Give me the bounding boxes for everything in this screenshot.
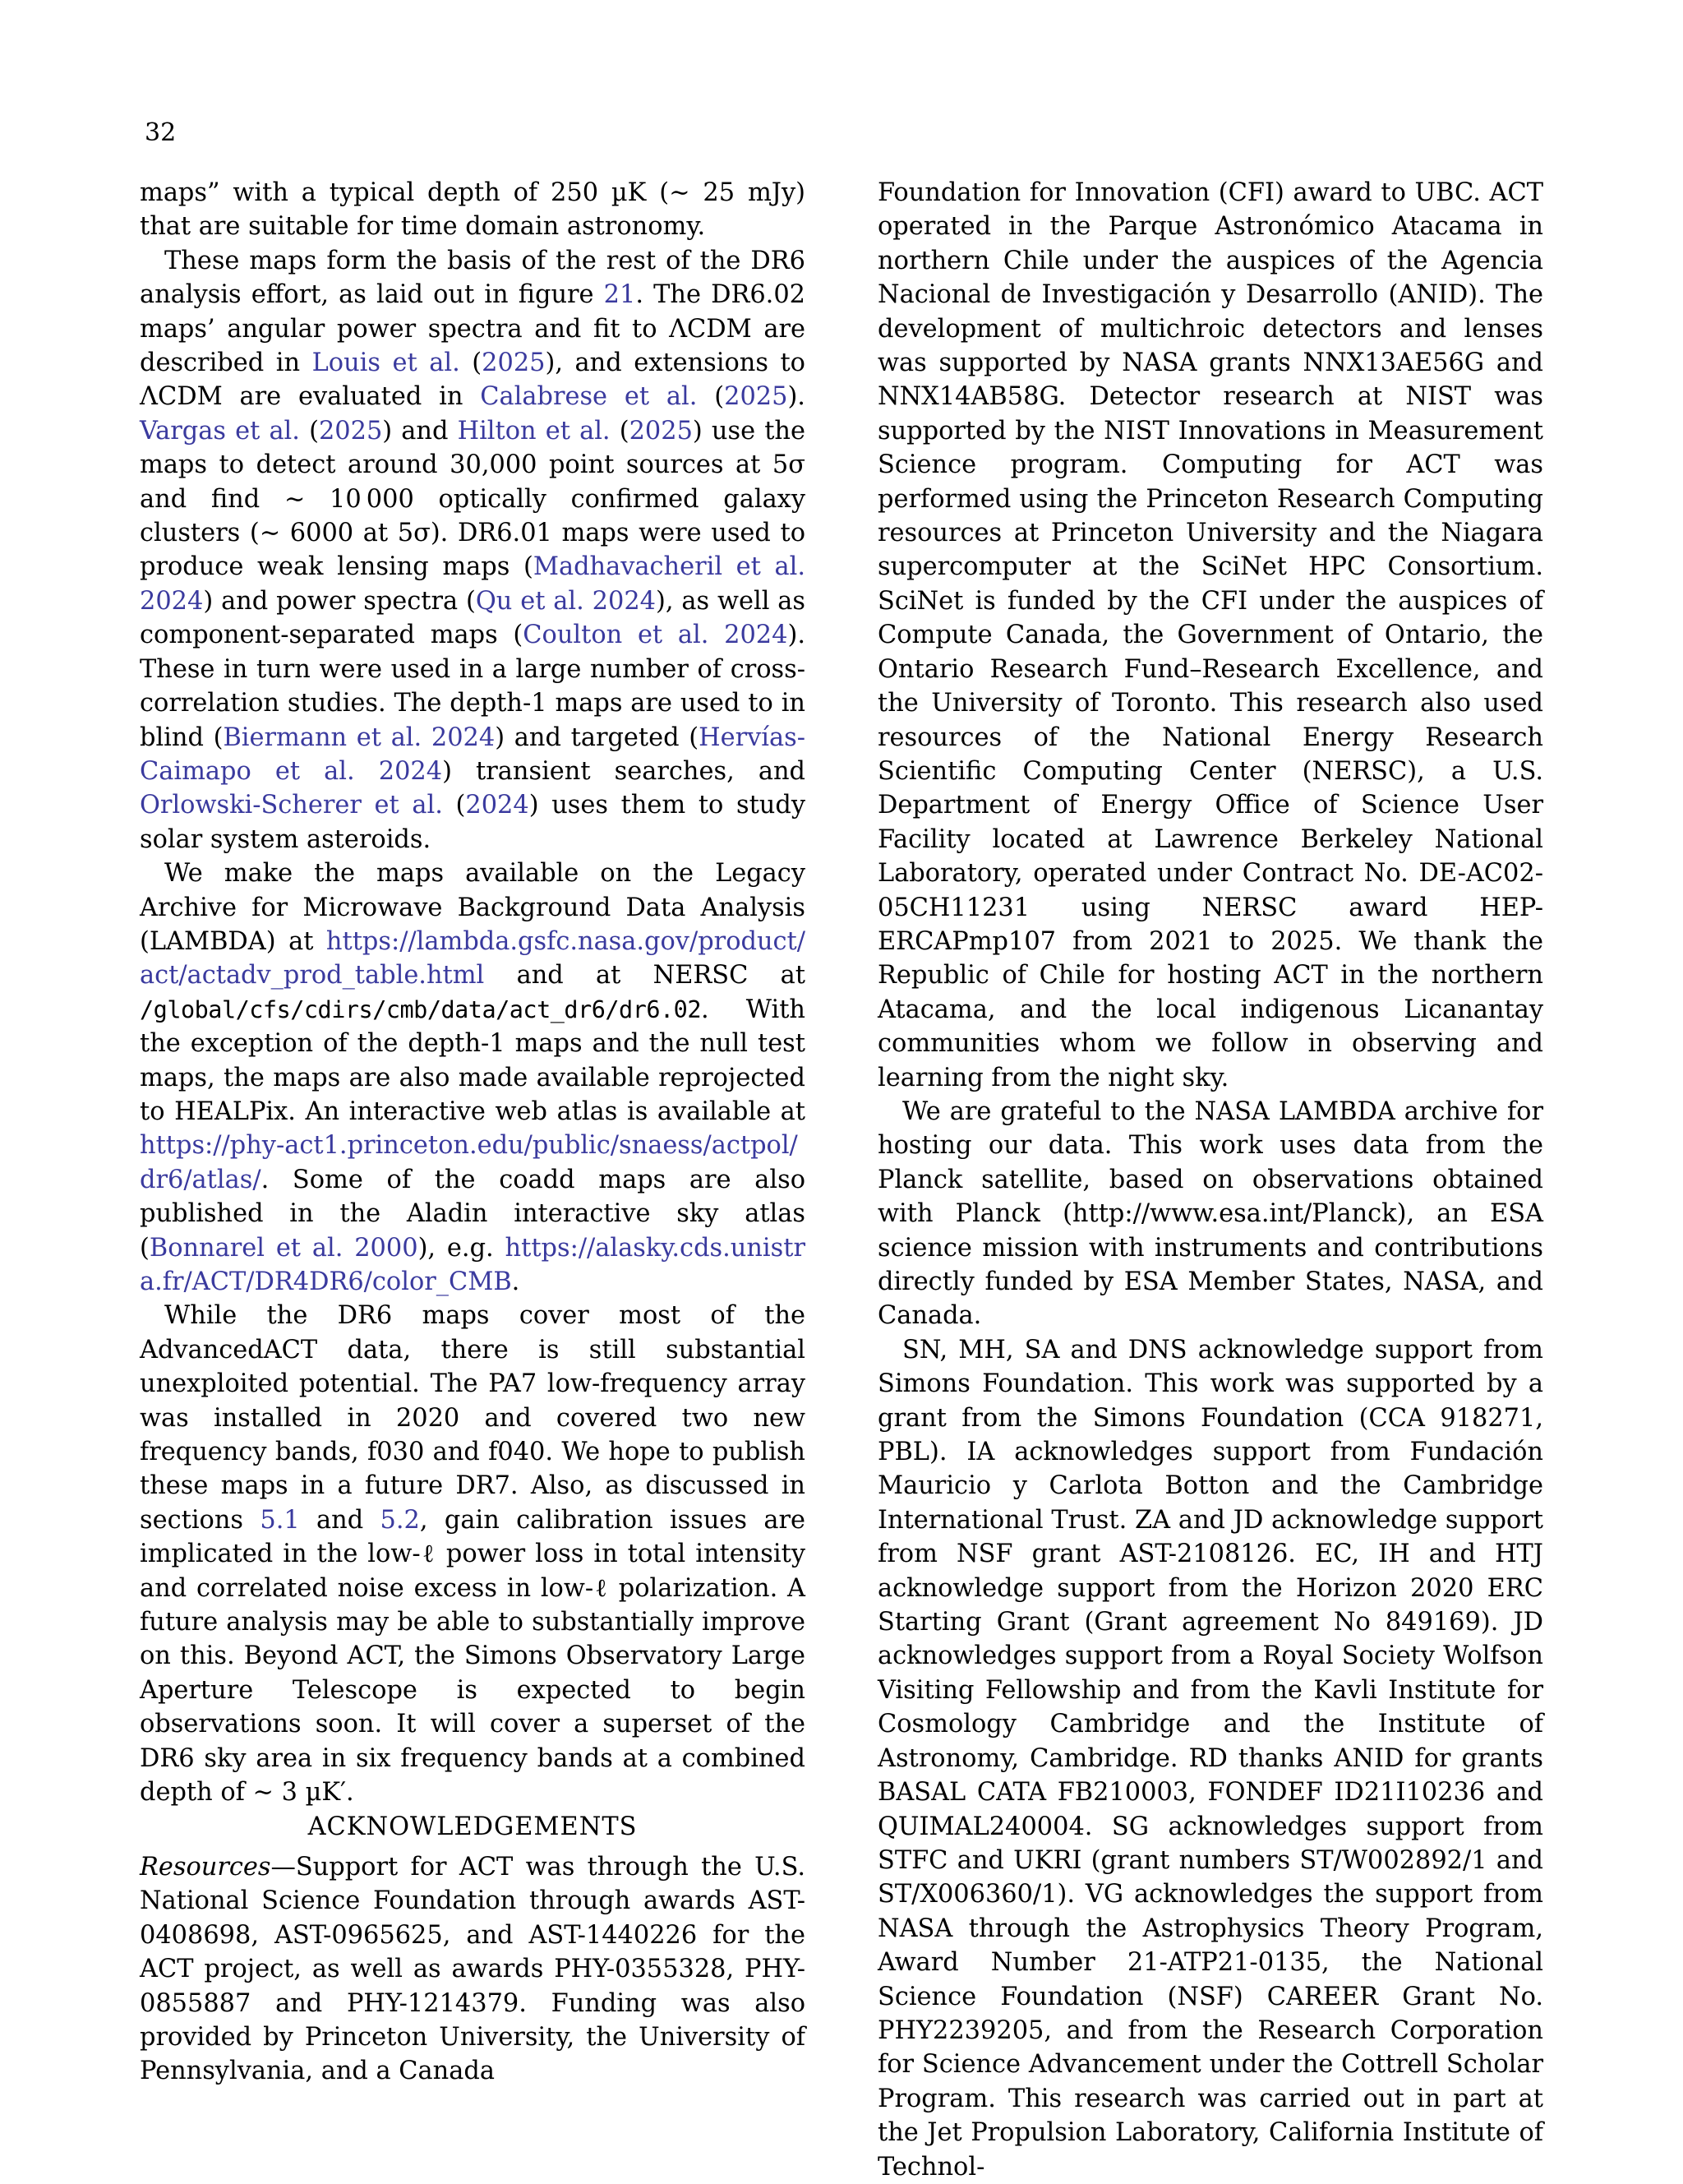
citation-link[interactable]: Orlowski-Scherer et al. — [140, 791, 443, 820]
text: ( — [697, 382, 725, 412]
text: We make the maps available on the Legacy Archive for Microwave Background Data Analysis (LAMBDA) at — [140, 859, 805, 956]
text: ) transient searches, and — [442, 756, 805, 786]
paragraph-resources — [140, 1850, 805, 2089]
text: These maps form the basis of the rest of the DR6 analysis effort, as laid out in figure — [140, 246, 805, 310]
citation-year-link[interactable]: 2025 — [629, 416, 693, 446]
paragraph-individual-support — [878, 1333, 1543, 2184]
text: . — [511, 1267, 520, 1296]
text: . Some of the coadd maps are also published in the Aladin interactive sky atlas ( — [140, 1165, 805, 1263]
text: ( — [610, 416, 629, 446]
paragraph-data-availability — [140, 857, 805, 1299]
text: ( — [299, 416, 319, 446]
atlas-url-link[interactable]: https://phy-act1.princeton.edu/public/snaess/actpol/dr6/atlas/ — [140, 1131, 798, 1194]
text: SN, MH, SA and DNS acknowledge support from Simons Foundation. This work was supported by a grant from the Simons Foundation (CCA 918271, PBL). IA acknowledges support from Fundación Mauricio y Carlota Botton and the Cambridge International Trust. ZA and JD acknowledge support from NSF grant AST-2108126. EC, IH and HTJ acknowledge support from the Horizon 2020 ERC Starting Grant (Grant agreement No 849169). JD acknowledges support from a Royal Society Wolfson Visiting Fellowship and from the Kavli Institute for Cosmology Cambridge and the Institute of Astronomy, Cambridge. RD thanks ANID for grants BASAL CATA FB210003, FONDEF ID21I10236 and QUIMAL240004. SG acknowledges support from STFC and UKRI (grant numbers ST/W002892/1 and ST/X006360/1). VG acknowledges the support from NASA through the Astrophysics Theory Program, Award Number 21-ATP21-0135, the National Science Foundation (NSF) CAREER Grant No. PHY2239205, and from the Research Corporation for Science Advancement under the Cottrell Scholar Program. This research was carried out in part at the Jet Propulsion Laboratory, California Institute of Technol- — [878, 1335, 1543, 2182]
nersc-path: /global/cfs/cdirs/cmb/data/act_dr6/dr6.02 — [140, 995, 701, 1023]
run-in-heading: Resources — [140, 1852, 271, 1882]
page-number: 32 — [145, 118, 177, 147]
paragraph-future-work — [140, 1299, 805, 1809]
text: While the DR6 maps cover most of the AdvancedACT data, there is still substantial unexploited potential. The PA7 low-frequency array was installed in 2020 and covered two new frequency bands, f030 and f040. We hope to publish these maps in a future DR7. Also, as discussed in sections — [140, 1301, 805, 1535]
paragraph-dr6-analysis — [140, 244, 805, 857]
citation-year-link[interactable]: 2025 — [318, 416, 383, 446]
text: ) and targeted ( — [495, 723, 699, 752]
text: ), e.g. — [417, 1233, 505, 1263]
citation-link[interactable]: Hervías-Caimapo et al. 2024 — [140, 723, 806, 786]
citation-link[interactable]: Biermann et al. 2024 — [223, 723, 496, 752]
section-link[interactable]: 5.2 — [380, 1505, 420, 1535]
left-column — [140, 176, 805, 2089]
citation-link[interactable]: Bonnarel et al. 2000 — [149, 1233, 418, 1263]
citation-link[interactable]: Louis et al. — [311, 349, 460, 378]
text: ) and — [382, 416, 458, 446]
text: —Support for ACT was through the U.S. National Science Foundation through awards AST-0408698, AST-0965625, and AST-1440226 for the ACT project, as well as awards PHY-0355328, PHY-0855887 and PHY-1214379. Funding was also provided by Princeton University, the University of Pennsylvania, and a Canada — [140, 1852, 805, 2086]
text: maps” with a typical depth of 250 µK (∼ 25 mJy) that are suitable for time domain astronomy. — [140, 178, 805, 242]
text: ) and power spectra ( — [203, 586, 476, 616]
text: ), and extensions to ΛCDM are evaluated in — [140, 349, 805, 412]
text: ), as well as component-separated maps ( — [140, 586, 805, 650]
text: and at NERSC at — [484, 961, 805, 990]
citation-year-link[interactable]: 2025 — [482, 349, 546, 378]
text: , gain calibration issues are implicated in the low-ℓ power loss in total intensity and correlated noise excess in low-ℓ polarization. A future analysis may be able to substantially improve on this. Beyond ACT, the Simons Observatory Large Aperture Telescope is expected to begin observations soon. It will cover a superset of the DR6 sky area in six frequency bands at a combined depth of ∼ 3 µK′. — [140, 1505, 805, 1808]
aladin-url-link[interactable]: https://alasky.cds.unistra.fr/ACT/DR4DR6/color_CMB — [140, 1233, 805, 1296]
citation-link[interactable]: Hilton et al. — [457, 416, 611, 446]
citation-year-link[interactable]: 2025 — [724, 382, 788, 412]
text: . The DR6.02 maps’ angular power spectra and fit to ΛCDM are described in — [140, 280, 805, 378]
figure-link[interactable]: 21 — [603, 280, 636, 310]
citation-link[interactable]: Madhavacheril et al. 2024 — [140, 552, 805, 616]
section-heading-acknowledgements: ACKNOWLEDGEMENTS — [307, 1812, 638, 1841]
text: ). — [787, 382, 805, 412]
text: ( — [459, 349, 482, 378]
citation-link[interactable]: Coulton et al. 2024 — [523, 621, 788, 650]
citation-year-link[interactable]: 2024 — [465, 791, 529, 820]
text: ) uses them to study solar system asteroids. — [140, 791, 805, 854]
text: ). These in turn were used in a large number of cross-correlation studies. The depth-1 maps are used to in blind ( — [140, 621, 805, 752]
paragraph-funding — [878, 176, 1543, 1095]
right-column — [878, 176, 1543, 2184]
citation-link[interactable]: Calabrese et al. — [480, 382, 698, 412]
lambda-url-link[interactable]: https://lambda.gsfc.nasa.gov/product/act/actadv_prod_table.html — [140, 926, 805, 990]
text: ) use the maps to detect around 30,000 point sources at 5σ and find ∼ 10 000 optically confirmed galaxy clusters (∼ 6000 at 5σ). DR6.01 maps were used to produce weak lensing maps ( — [140, 416, 805, 582]
text: . With the exception of the depth-1 maps and the null test maps, the maps are also made available reprojected to HEALPix. An interactive web atlas is available at — [140, 995, 805, 1126]
text: and — [299, 1505, 380, 1535]
citation-link[interactable]: Qu et al. 2024 — [475, 586, 657, 616]
text: We are grateful to the NASA LAMBDA archive for hosting our data. This work uses data from the Planck satellite, based on observations obtained with Planck (http://www.esa.int/Planck), an ESA science mission with instruments and contributions directly funded by ESA Member States, NASA, and Canada. — [878, 1097, 1543, 1331]
paragraph-data-hosting — [878, 1095, 1543, 1333]
text: ( — [442, 791, 466, 820]
text: Foundation for Innovation (CFI) award to UBC. ACT operated in the Parque Astronómico Atacama in northern Chile under the auspices of the Agencia Nacional de Investigación y Desarrollo (ANID). The development of multichroic detectors and lenses was supported by NASA grants NNX13AE56G and NNX14AB58G. Detector research at NIST was supported by the NIST Innovations in Measurement Science program. Computing for ACT was performed using the Princeton Research Computing resources at Princeton University and the Niagara supercomputer at the SciNet HPC Consortium. SciNet is funded by the CFI under the auspices of Compute Canada, the Government of Ontario, the Ontario Research Fund–Research Excellence, and the University of Toronto. This research also used resources of the National Energy Research Scientific Computing Center (NERSC), a U.S. Department of Energy Office of Science User Facility located at Lawrence Berkeley National Laboratory, operated under Contract No. DE-AC02-05CH11231 using NERSC award HEP-ERCAPmp107 from 2021 to 2025. We thank the Republic of Chile for hosting ACT in the northern Atacama, and the local indigenous Licanantay communities whom we follow in observing and learning from the night sky. — [878, 178, 1543, 1092]
citation-link[interactable]: Vargas et al. — [140, 416, 300, 446]
section-link[interactable]: 5.1 — [260, 1505, 300, 1535]
paragraph-continuation — [140, 176, 805, 244]
